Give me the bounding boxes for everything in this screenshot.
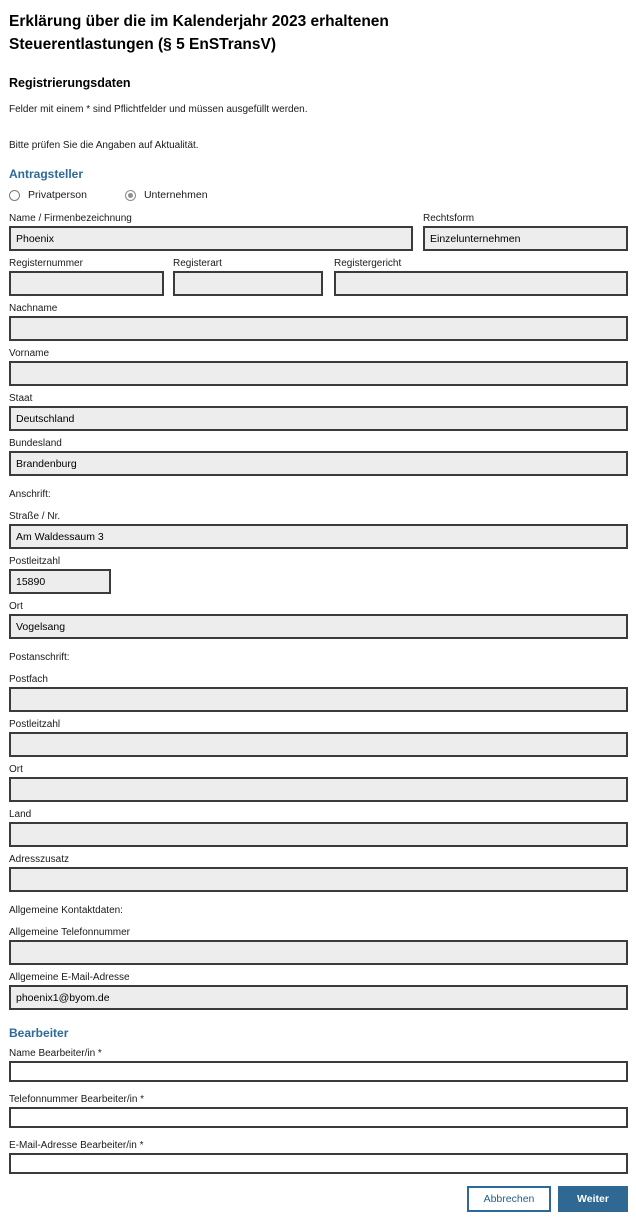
- registerart-input[interactable]: [173, 271, 323, 296]
- check-data-note: Bitte prüfen Sie die Angaben auf Aktualität.: [9, 140, 199, 151]
- registernummer-input[interactable]: [9, 271, 164, 296]
- bearbeiter-telefon-input[interactable]: [9, 1107, 628, 1128]
- antragsteller-heading: Antragsteller: [9, 167, 84, 181]
- unternehmen-radio[interactable]: [125, 190, 136, 201]
- field-telefonnummer: [9, 927, 628, 965]
- email-input[interactable]: [9, 985, 628, 1010]
- registernummer-label: Registernummer: [9, 258, 83, 269]
- postanschrift-section-label: Postanschrift:: [9, 652, 70, 663]
- post-postleitzahl-label: Postleitzahl: [9, 719, 61, 730]
- field-bearbeiter-email: [9, 1140, 628, 1174]
- antragsteller-type-radios: [9, 188, 628, 202]
- bundesland-input[interactable]: [9, 451, 628, 476]
- land-input[interactable]: [9, 822, 628, 847]
- name-firmenbezeichnung-label: Name / Firmenbezeichnung: [9, 213, 132, 224]
- privatperson-radio[interactable]: [9, 190, 20, 201]
- registration-form: [9, 213, 628, 1212]
- anschrift-section-label: Anschrift:: [9, 489, 51, 500]
- field-nachname: [9, 303, 628, 341]
- postfach-label: Postfach: [9, 674, 48, 685]
- rechtsform-input[interactable]: [423, 226, 628, 251]
- strasse-label: Straße / Nr.: [9, 511, 61, 522]
- nachname-input[interactable]: [9, 316, 628, 341]
- post-postleitzahl-input[interactable]: [9, 732, 628, 757]
- page-title-line1: Erklärung über die im Kalenderjahr 2023 erhaltenen: [9, 13, 389, 30]
- field-land: [9, 809, 628, 847]
- rechtsform-label: Rechtsform: [423, 213, 475, 224]
- bearbeiter-name-input[interactable]: [9, 1061, 628, 1082]
- unternehmen-radio-label: Unternehmen: [143, 189, 208, 201]
- nachname-label: Nachname: [9, 303, 58, 314]
- field-email: [9, 972, 628, 1010]
- kontaktdaten-section-label: Allgemeine Kontaktdaten:: [9, 905, 123, 916]
- postleitzahl-input[interactable]: [9, 569, 111, 594]
- field-ort: [9, 601, 628, 639]
- next-button[interactable]: Weiter: [558, 1186, 628, 1212]
- privatperson-radio-label: Privatperson: [28, 189, 87, 201]
- field-name-firmenbezeichnung: [9, 213, 413, 251]
- field-registergericht: [334, 258, 628, 296]
- bearbeiter-telefon-label: Telefonnummer Bearbeiter/in *: [9, 1094, 145, 1105]
- field-bearbeiter-name: [9, 1048, 628, 1082]
- telefonnummer-label: Allgemeine Telefonnummer: [9, 927, 130, 938]
- field-registernummer: [9, 258, 164, 296]
- post-ort-input[interactable]: [9, 777, 628, 802]
- field-bearbeiter-telefon: [9, 1094, 628, 1128]
- ort-label: Ort: [9, 601, 23, 612]
- radio-group-unternehmen[interactable]: [125, 189, 208, 201]
- adresszusatz-input[interactable]: [9, 867, 628, 892]
- postleitzahl-label: Postleitzahl: [9, 556, 61, 567]
- field-rechtsform: [423, 213, 628, 251]
- bundesland-label: Bundesland: [9, 438, 62, 449]
- field-strasse: [9, 511, 628, 549]
- cancel-button[interactable]: Abbrechen: [467, 1186, 551, 1212]
- bearbeiter-email-input[interactable]: [9, 1153, 628, 1174]
- ort-input[interactable]: [9, 614, 628, 639]
- strasse-input[interactable]: [9, 524, 628, 549]
- page-title: [9, 10, 628, 56]
- field-adresszusatz: [9, 854, 628, 892]
- field-staat: [9, 393, 628, 431]
- field-vorname: [9, 348, 628, 386]
- bearbeiter-name-label: Name Bearbeiter/in *: [9, 1048, 102, 1059]
- staat-input[interactable]: [9, 406, 628, 431]
- field-registerart: [173, 258, 323, 296]
- field-postleitzahl: [9, 556, 628, 594]
- registergericht-label: Registergericht: [334, 258, 402, 269]
- field-postfach: [9, 674, 628, 712]
- required-fields-note: Felder mit einem * sind Pflichtfelder und müssen ausgefüllt werden.: [9, 104, 308, 115]
- field-post-postleitzahl: [9, 719, 628, 757]
- email-label: Allgemeine E-Mail-Adresse: [9, 972, 130, 983]
- land-label: Land: [9, 809, 32, 820]
- radio-group-privatperson[interactable]: [9, 189, 87, 201]
- section-title: Registrierungsdaten: [9, 76, 131, 90]
- form-actions: [9, 1186, 628, 1212]
- name-firmenbezeichnung-input[interactable]: [9, 226, 413, 251]
- staat-label: Staat: [9, 393, 33, 404]
- field-bundesland: [9, 438, 628, 476]
- field-post-ort: [9, 764, 628, 802]
- registergericht-input[interactable]: [334, 271, 628, 296]
- registerart-label: Registerart: [173, 258, 222, 269]
- vorname-input[interactable]: [9, 361, 628, 386]
- page-title-line2: Steuerentlastungen (§ 5 EnSTransV): [9, 36, 277, 53]
- telefonnummer-input[interactable]: [9, 940, 628, 965]
- bearbeiter-heading: Bearbeiter: [9, 1026, 69, 1040]
- vorname-label: Vorname: [9, 348, 50, 359]
- bearbeiter-email-label: E-Mail-Adresse Bearbeiter/in *: [9, 1140, 144, 1151]
- adresszusatz-label: Adresszusatz: [9, 854, 70, 865]
- post-ort-label: Ort: [9, 764, 23, 775]
- postfach-input[interactable]: [9, 687, 628, 712]
